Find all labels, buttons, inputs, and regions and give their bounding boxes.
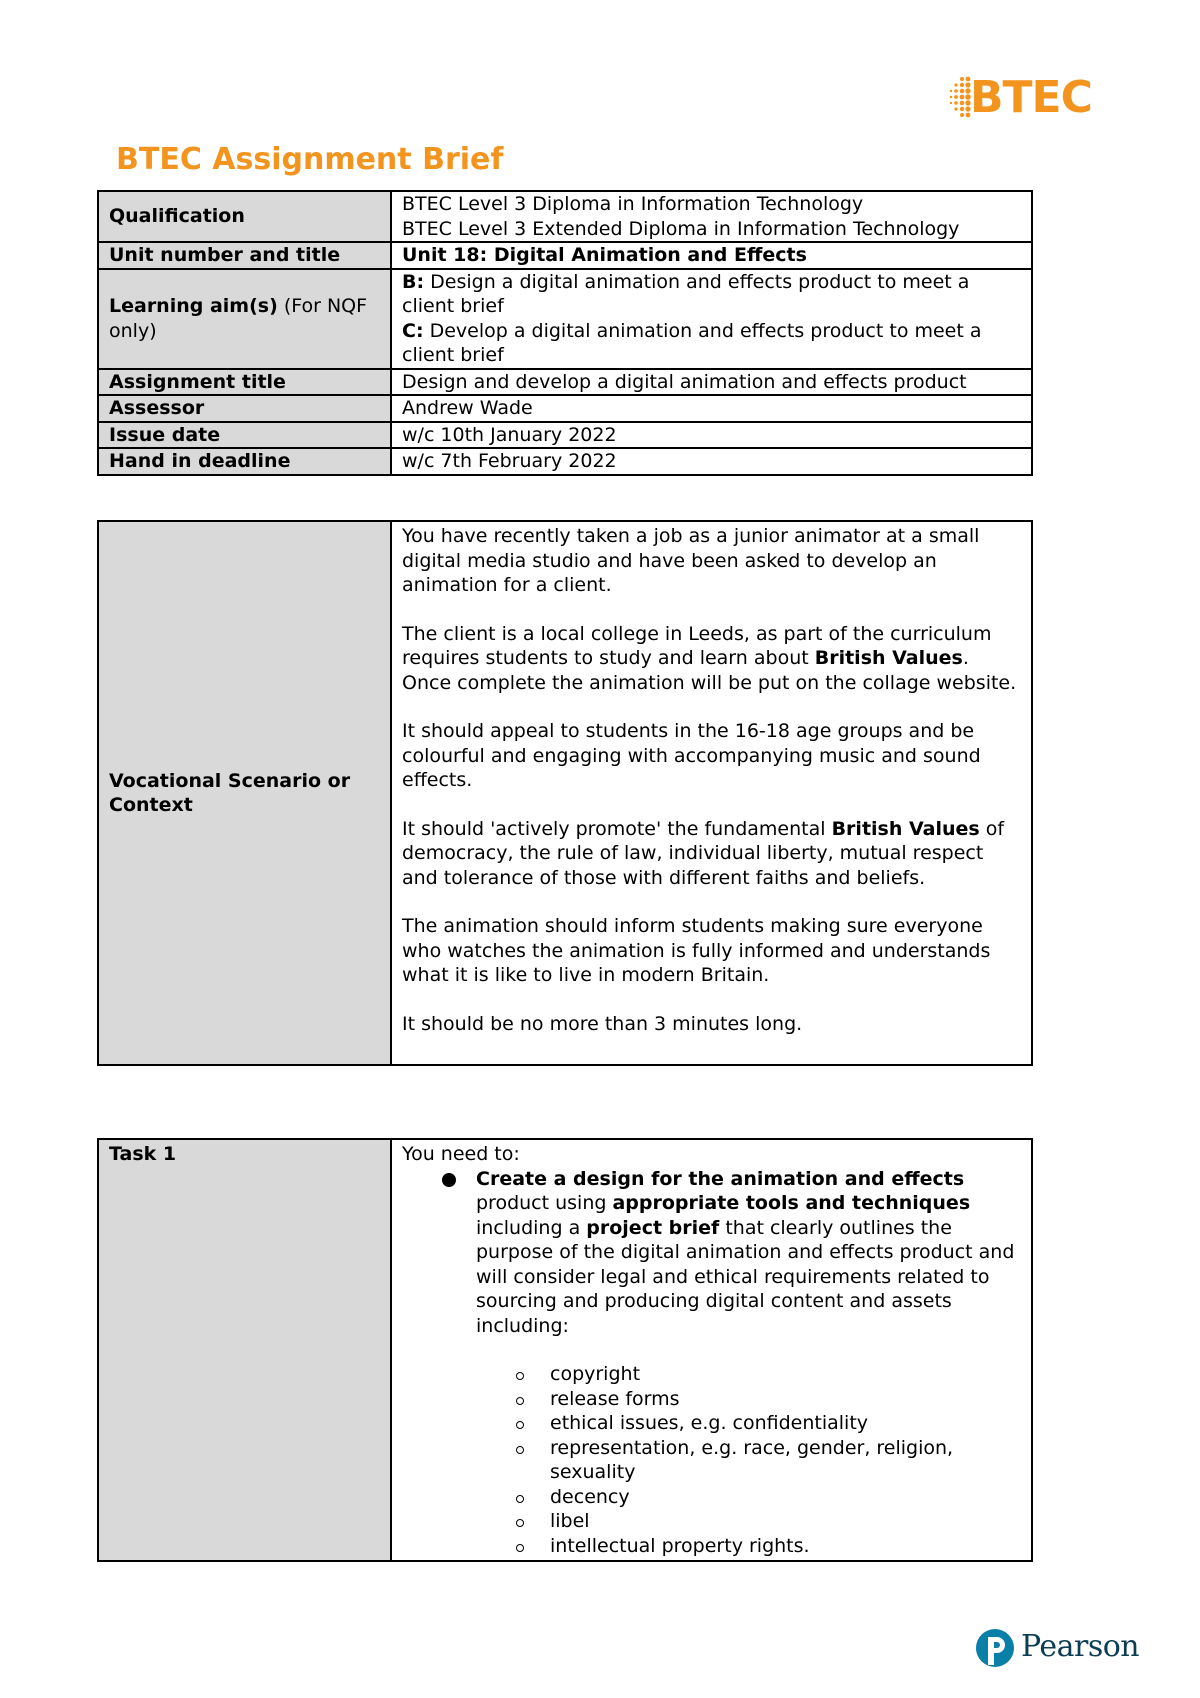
assessor-label: Assessor — [98, 395, 391, 422]
aim-b-text: Design a digital animation and effects product to meet a client brief — [402, 270, 970, 317]
unit-value: Unit 18: Digital Animation and Effects — [391, 242, 1032, 269]
list-item: decency — [550, 1485, 1021, 1510]
task-1-text-2: including a — [476, 1216, 587, 1239]
assignment-title-value: Design and develop a digital animation and effects product — [391, 369, 1032, 396]
unit-label: Unit number and title — [98, 242, 391, 269]
assignment-title-label: Assignment title — [98, 369, 391, 396]
qualification-value — [391, 191, 1032, 242]
scenario-paragraph-2 — [402, 622, 1021, 696]
scenario-p4-text-a: It should 'actively promote' the fundamental — [402, 817, 832, 840]
scenario-paragraph-3: It should appeal to students in the 16-18 age groups and be colourful and engaging with accompanying music and sound effects. — [402, 720, 981, 791]
scenario-label: Vocational Scenario or Context — [98, 521, 391, 1065]
task-1-bold-2: appropriate tools and techniques — [612, 1192, 971, 1214]
learning-aims-value — [391, 269, 1032, 369]
task-1-label: Task 1 — [98, 1139, 391, 1561]
page-title: BTEC Assignment Brief — [116, 142, 504, 177]
aim-c-code: C: — [402, 319, 424, 342]
scenario-p2-text-a: The client is a local college in Leeds, as part of the curriculum requires students to study and learn about — [402, 622, 992, 669]
learning-aims-label-note: (For NQF only) — [109, 295, 368, 342]
task-1-bold-1: Create a design for the animation and effects — [476, 1167, 965, 1190]
btec-logo-text: BTEC — [970, 72, 1092, 123]
task-1-item — [476, 1167, 1021, 1559]
issue-date-label: Issue date — [98, 422, 391, 449]
aim-b-code: B: — [402, 270, 425, 293]
pearson-logo-text: Pearson — [1021, 1629, 1140, 1664]
learning-aims-label — [98, 269, 391, 369]
scenario-table — [97, 520, 1033, 1066]
scenario-row — [98, 521, 1032, 1065]
task-1-content — [391, 1139, 1032, 1561]
task-1-intro: You need to: — [402, 1143, 520, 1165]
scenario-p4-bold: British Values — [831, 817, 980, 840]
learning-aims-label-main: Learning aim(s) — [109, 295, 278, 317]
issue-date-row — [98, 422, 1032, 449]
scenario-paragraph-5: The animation should inform students making sure everyone who watches the animation is fully informed and understands what it is like to live in modern Britain. — [402, 915, 991, 986]
task-1-table — [97, 1138, 1033, 1562]
unit-row — [98, 242, 1032, 269]
assignment-title-row — [98, 369, 1032, 396]
scenario-p2-bold: British Values — [814, 647, 963, 669]
aim-b — [402, 270, 1021, 319]
deadline-value: w/c 7th February 2022 — [391, 448, 1032, 475]
list-item: ethical issues, e.g. confidentiality — [550, 1411, 1021, 1436]
aim-c — [402, 319, 1021, 368]
list-item: libel — [550, 1509, 1021, 1534]
qualification-label: Qualification — [98, 191, 391, 242]
scenario-paragraph-4 — [402, 817, 1021, 891]
aim-c-text: Develop a digital animation and effects product to meet a client brief — [402, 319, 982, 366]
assessor-row — [98, 395, 1032, 422]
scenario-p2-text-b: . Once complete the animation will be put on the collage website. — [402, 647, 1017, 694]
pearson-logo — [975, 1628, 1140, 1672]
scenario-p4-text-b: of democracy, the rule of law, individual liberty, mutual respect and tolerance of those with different faiths and beliefs. — [402, 817, 1005, 889]
issue-date-value: w/c 10th January 2022 — [391, 422, 1032, 449]
list-item: representation, e.g. race, gender, religion, sexuality — [550, 1436, 1021, 1485]
deadline-label: Hand in deadline — [98, 448, 391, 475]
scenario-content — [391, 521, 1032, 1065]
deadline-row — [98, 448, 1032, 475]
list-item: intellectual property rights. — [550, 1534, 1021, 1559]
details-table — [97, 190, 1033, 476]
learning-aims-row — [98, 269, 1032, 369]
task-1-list — [402, 1167, 1021, 1559]
task-1-row — [98, 1139, 1032, 1561]
qualification-line-2: BTEC Level 3 Extended Diploma in Information Technology — [402, 217, 960, 240]
task-1-text-1: product using — [476, 1192, 613, 1214]
qualification-row — [98, 191, 1032, 242]
scenario-paragraph-6: It should be no more than 3 minutes long. — [402, 1012, 803, 1035]
btec-logo — [948, 70, 1098, 130]
list-item: copyright — [550, 1362, 1021, 1387]
task-1-text-3: that clearly outlines the purpose of the digital animation and effects product and will consider legal and ethical requirements related to sourcing and producing digital content and assets including: — [476, 1216, 1015, 1337]
pearson-logo-mark-icon — [975, 1628, 1015, 1672]
scenario-paragraph-1: You have recently taken a job as a junior animator at a small digital media studio and have been asked to develop an animation for a client. — [402, 525, 980, 596]
task-1-sublist — [476, 1362, 1021, 1558]
list-item: release forms — [550, 1387, 1021, 1412]
assessor-value: Andrew Wade — [391, 395, 1032, 422]
qualification-line-1: BTEC Level 3 Diploma in Information Technology — [402, 193, 864, 215]
task-1-bold-3: project brief — [586, 1216, 720, 1239]
